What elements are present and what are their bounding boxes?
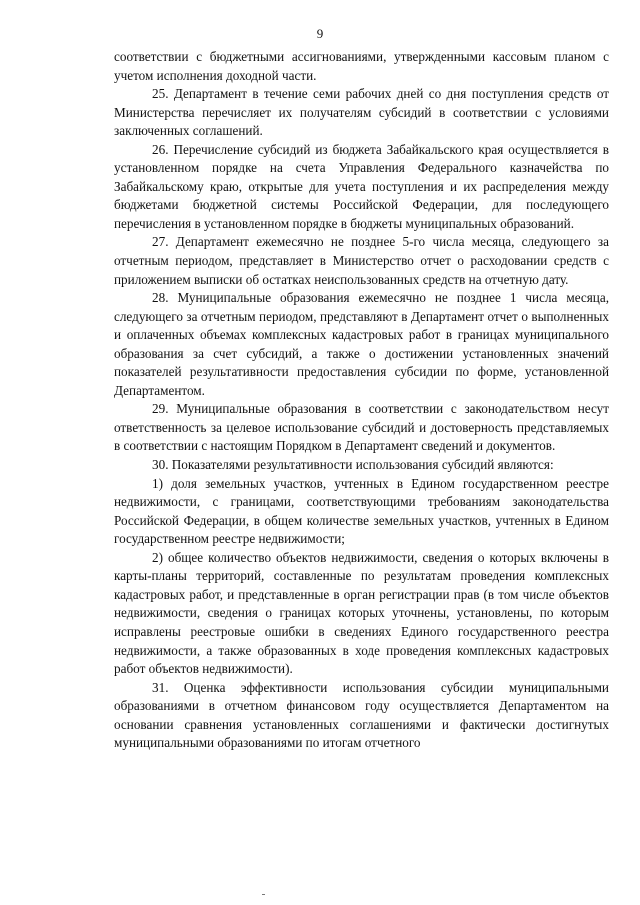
list-item-1: 1) доля земельных участков, учтенных в Едином государственном реестре недвижимости, с границами, соответствующими требованиям законодательства Российской Федерации, в общем количестве земельных участков, учтенных в Едином государственном реестре недвижимости;	[114, 475, 609, 547]
paragraph-27: 27. Департамент ежемесячно не позднее 5-го числа месяца, следующего за отчетным периодом, представляет в Министерство отчет о расходовании средств с приложением выписки об остатках неиспользованных средств на отчетную дату.	[114, 234, 609, 287]
paragraph-30: 30. Показателями результативности использования субсидий являются:	[152, 457, 554, 473]
page-number: 9	[316, 26, 324, 41]
paragraph-continuation: соответствии с бюджетными ассигнованиями, утвержденными кассовым планом с учетом исполнения доходной части.	[114, 49, 609, 83]
document-body	[114, 48, 609, 753]
paragraph-25: 25. Департамент в течение семи рабочих дней со дня поступления средств от Министерства перечисляет их получателям субсидий в соответствии с условиями заключенных соглашений.	[114, 86, 609, 139]
paragraph-29: 29. Муниципальные образования в соответствии с законодательством несут ответственность за целевое использование субсидий и достоверность представляемых в соответствии с настоящим Порядком в Департамент сведений и документов.	[114, 401, 609, 454]
paragraph-31: 31. Оценка эффективности использования субсидии муниципальными образованиями в отчетном финансовом году осуществляется Департаментом на основании сравнения установленных соглашениями и фактически достигнутых муниципальными образованиями по итогам отчетного	[114, 679, 609, 751]
paragraph-26: 26. Перечисление субсидий из бюджета Забайкальского края осуществляется в установленном порядке на счета Управления Федерального казначейства по Забайкальскому краю, открытые для учета поступления и их распределения между бюджетами бюджетной системы Российской Федерации, для последующего перечисления в установленном порядке в бюджеты муниципальных образований.	[114, 141, 609, 231]
paragraph-28: 28. Муниципальные образования ежемесячно не позднее 1 числа месяца, следующего за отчетным периодом, представляют в Департамент отчет о выполненных и оплаченных объемах комплексных кадастровых работ в границах муниципального образования за счет субсидий, а также о достижении установленных значений показателей результативности предоставления субсидии по форме, установленной Департаментом.	[114, 290, 609, 398]
list-item-2: 2) общее количество объектов недвижимости, сведения о которых включены в карты-планы территорий, составленные по результатам проведения комплексных кадастровых работ, и представленные в орган регистрации прав (в том числе объектов недвижимости, сведения о границах которых уточнены, установлены, по которым исправлены реестровые ошибки в сведениях Единого государственного реестра недвижимости, а также образованных в ходе проведения комплексных кадастровых работ объектов недвижимости).	[114, 549, 609, 677]
scan-mark	[262, 894, 265, 895]
